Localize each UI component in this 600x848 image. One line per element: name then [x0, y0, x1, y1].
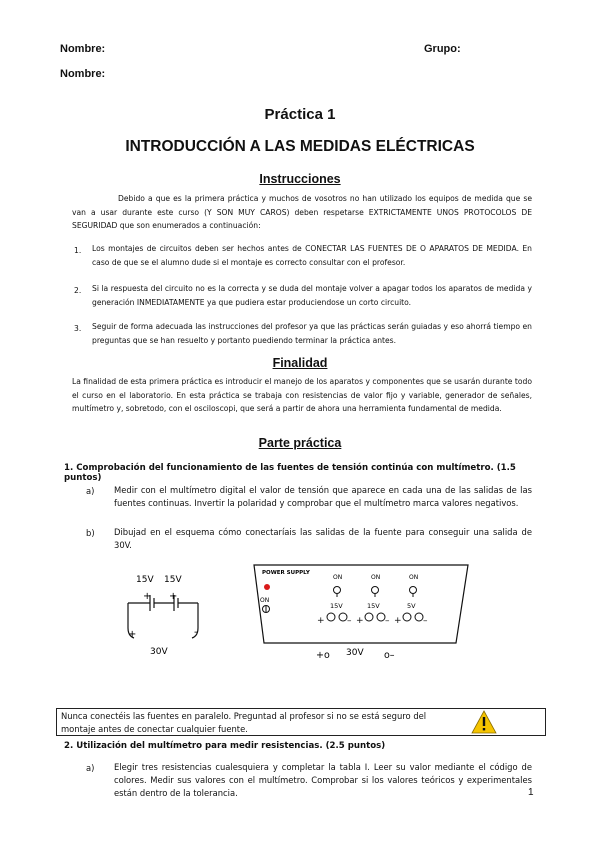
list-number: 2. [74, 286, 82, 295]
output-1-voltage: 15V [330, 602, 343, 610]
list-letter: a) [86, 486, 95, 496]
output-total-voltage: 30V [346, 648, 364, 658]
power-led-icon [264, 584, 270, 590]
circuit-minus-terminal: - [194, 627, 198, 638]
page-subtitle: INTRODUCCIÓN A LAS MEDIDAS ELÉCTRICAS [125, 138, 475, 155]
output-terminals [327, 613, 423, 621]
list-number: 1. [74, 246, 82, 255]
svg-text:+: + [394, 616, 402, 626]
list-item: Si la respuesta del circuito no es la correcta y se duda del montaje volver a apagar todos los aparatos de medida y generación INMEDIATAMENTE ya que pudiera estar produciendose un corto circuito. [92, 284, 532, 307]
group-label: Grupo: [424, 43, 461, 55]
svg-text:+: + [356, 616, 364, 626]
output-2-voltage: 15V [367, 602, 380, 610]
svg-text:+: + [317, 616, 325, 626]
power-supply-panel [246, 563, 476, 669]
main-on-label: ON [260, 597, 270, 604]
list-item: Los montajes de circuitos deben ser hechos antes de CONECTAR LAS FUENTES DE O APARATOS DE MEDIDA. En caso de que se el alumno dude si el montaje es correcto consultar con el profesor. [92, 244, 532, 267]
name-label-2: Nombre: [60, 68, 106, 80]
warning-icon [471, 710, 497, 734]
list-item: Elegir tres resistencias cualesquiera y completar la tabla I. Leer su valor mediante el código de colores. Medir sus valores con el multímetro. Comprobar si los valores teóricos y experimentales están dentro de la tolerancia. [114, 762, 532, 798]
knob-icon [410, 587, 417, 594]
instrucciones-intro: Debido a que es la primera práctica y muchos de vosotros no han utilizado los equipos de medida que se van a usar durante este curso (Y SON MUY CAROS) deben respetarse EXTRICTAMENTE UNOS PROTOCOLOS DE SEGURIDAD que son enumerados a continuación: [72, 194, 532, 230]
circuit-wires [128, 595, 198, 638]
output-3-voltage: 5V [407, 602, 416, 610]
svg-text:–: – [347, 616, 352, 626]
finalidad-heading: Finalidad [272, 356, 328, 370]
name-label-1: Nombre: [60, 43, 106, 55]
page-title: Práctica 1 [264, 106, 336, 123]
page-number: 1 [528, 787, 534, 798]
output-minus-terminal: o– [384, 650, 395, 661]
battery-2-plus: + [169, 591, 178, 602]
battery-2-voltage: 15V [164, 575, 182, 585]
finalidad-text: La finalidad de esta primera práctica es introducir el manejo de los aparatos y componentes que se usarán durante todo el curso en el laboratorio. En esta práctica se trabaja con resistencias de valor fijo y variable, generador de señales, multímetro y, sobretodo, con el osciloscopi, que será a partir de ahora una herramienta fundamental de medida. [72, 377, 532, 413]
on-label-3: ON [409, 574, 419, 581]
list-item: Seguir de forma adecuada las instrucciones del profesor ya que las prácticas serán guiadas y eso ahorrá tiempo en preguntas que se han resuelto y portanto puediendo terminar la práctica antes. [92, 322, 532, 345]
warning-box [56, 708, 546, 736]
section-2-heading: 2. Utilización del multímetro para medir resistencias. (2.5 puntos) [64, 741, 386, 751]
circuit-plus-terminal: + [128, 629, 137, 640]
svg-text:–: – [423, 616, 428, 626]
instrucciones-heading: Instrucciones [259, 172, 341, 186]
list-item: Dibujad en el esquema cómo conectaríais las salidas de la fuente para conseguir una salida de 30V. [114, 527, 532, 550]
output-plus-terminal: +o [316, 650, 330, 661]
power-supply-label: POWER SUPPLY [262, 570, 310, 576]
svg-text:–: – [385, 616, 390, 626]
knob-icon [372, 587, 379, 594]
section-1-heading: 1. Comprobación del funcionamiento de las fuentes de tensión continúa con multímetro. (1.5 puntos) [64, 463, 516, 483]
parte-practica-heading: Parte práctica [258, 436, 342, 450]
circuit-total-voltage: 30V [150, 647, 168, 657]
on-label-2: ON [371, 574, 381, 581]
battery-1-voltage: 15V [136, 575, 154, 585]
on-label-1: ON [333, 574, 343, 581]
list-number: 3. [74, 324, 82, 333]
list-item: Medir con el multímetro digital el valor de tensión que aparece en cada una de las salidas de las fuentes continuas. Invertir la polaridad y comprobar que el multímetro marca valores negativos. [114, 485, 532, 508]
knob-icon [334, 587, 341, 594]
list-letter: a) [86, 763, 95, 773]
circuit-diagram [116, 566, 216, 666]
warning-text: Nunca conectéis las fuentes en paralelo. Preguntad al profesor si no se está seguro del montaje antes de conectar cualquier fuente. [61, 711, 427, 734]
battery-1-plus: + [143, 591, 152, 602]
list-letter: b) [86, 528, 95, 538]
